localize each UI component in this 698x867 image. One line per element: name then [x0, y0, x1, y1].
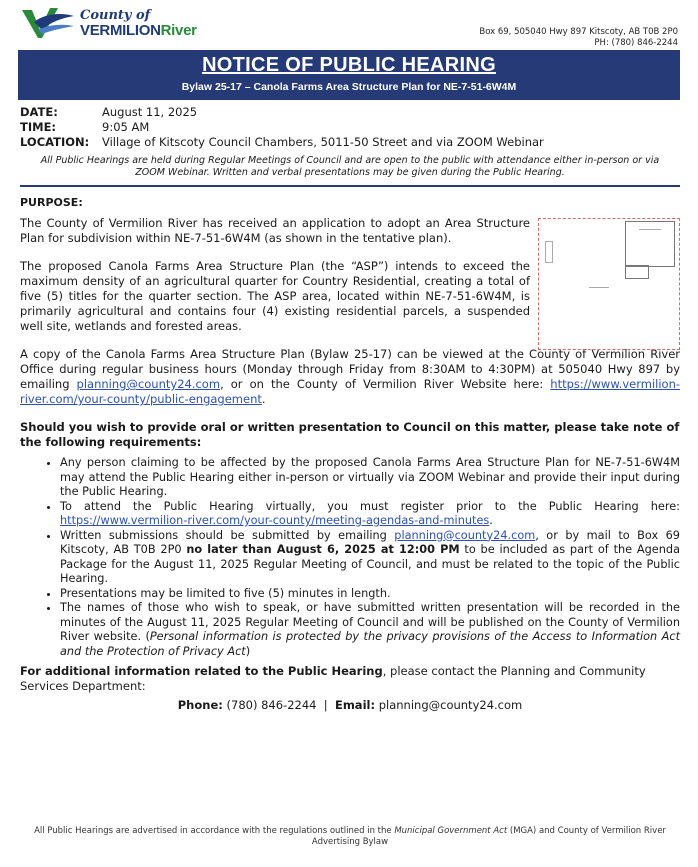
- separator: |: [323, 698, 328, 712]
- list-item: • Any person claiming to be affected by the proposed Canola Farms Area Structure Plan for NE-7-51-6W4M may attend the Public Hearing either in-person or virtually via ZOOM Webinar and provide their input during the Public Hearing.: [60, 456, 680, 500]
- address-line: Box 69, 505040 Hwy 897 Kitscoty, AB T0B 2P0: [479, 27, 678, 37]
- map-parcel: [545, 241, 553, 263]
- location-row: [20, 135, 680, 150]
- date-label: DATE:: [20, 105, 58, 119]
- notice-banner: [18, 50, 680, 100]
- logo-name-text: VERMILIONRiver: [80, 22, 197, 39]
- meeting-agendas-link[interactable]: https://www.vermilion-river.com/your-county/meeting-agendas-and-minutes: [60, 514, 490, 527]
- notice-title: NOTICE OF PUBLIC HEARING: [202, 54, 496, 76]
- location-label: LOCATION:: [20, 135, 90, 149]
- contact-email[interactable]: planning@county24.com: [378, 698, 523, 712]
- attendance-note: All Public Hearings are held during Regular Meetings of Council and are open to the public with attendance either in-person or via ZOOM Webinar. Written and verbal presentations may be given during the Public Hearing.: [40, 155, 660, 178]
- county-logo[interactable]: [20, 4, 200, 40]
- additional-info: For additional information related to the Public Hearing, please contact the Planning and Community Services Department:: [20, 664, 646, 693]
- planning-email-link[interactable]: planning@county24.com: [76, 377, 221, 391]
- privacy-note: Personal information is protected by the privacy provisions of the Access to Information Act and the Protection of Privacy Act: [60, 630, 680, 658]
- map-line: [589, 287, 609, 288]
- contact-phone[interactable]: (780) 846-2244: [226, 698, 317, 712]
- requirements-list: [20, 456, 680, 659]
- deadline-text: no later than August 6, 2025 at 12:00 PM: [186, 543, 460, 556]
- purpose-paragraph-1: The County of Vermilion River has received an application to adopt an Area Structure Plan for subdivision within NE-7-51-6W4M (as shown in the tentative plan).: [20, 216, 530, 245]
- location-value: Village of Kitscoty Council Chambers, 5011-50 Street and via ZOOM Webinar: [102, 135, 544, 149]
- time-label: TIME:: [20, 120, 57, 134]
- divider: [20, 185, 680, 187]
- requirements-heading: Should you wish to provide oral or written presentation to Council on this matter, please take note of the following requirements:: [20, 420, 680, 449]
- county-logo-mark-icon: [20, 4, 76, 40]
- date-value: August 11, 2025: [102, 105, 198, 119]
- map-line: [639, 229, 661, 230]
- time-value: 9:05 AM: [102, 120, 150, 134]
- date-row: [20, 105, 680, 120]
- phone-line: PH: (780) 846-2244: [594, 38, 678, 48]
- list-item: • To attend the Public Hearing virtually, you must register prior to the Public Hearing here: https://www.vermilion-river.com/your-county/meeting-agendas-and-minutes.: [60, 500, 680, 529]
- map-parcel: [625, 221, 675, 267]
- list-item: • Presentations may be limited to five (5) minutes in length.: [60, 587, 680, 602]
- notice-body: [20, 105, 680, 713]
- public-engagement-link[interactable]: https://www.vermilion-river.com/your-county/public-engagement: [20, 377, 681, 406]
- purpose-paragraph-2: The proposed Canola Farms Area Structure Plan (the “ASP”) intends to exceed the maximum density of an agricultural quarter for Country Residential, creating a total of five (5) titles for the quarter section. The ASP area, located within NE-7-51-6W4M, is primarily agricultural and contains four (4) existing residential parcels, a suspended well site, wetlands and forested areas.: [20, 259, 530, 333]
- advertising-footer: All Public Hearings are advertised in accordance with the regulations outlined in the Municipal Government Act (MGA) and County of Vermilion River Advertising Bylaw: [34, 826, 666, 847]
- logo-county-text: County of: [80, 8, 151, 23]
- list-item: • Written submissions should be submitted by emailing planning@county24.com, or by mail to Box 69 Kitscoty, AB T0B 2P0 no later than August 6, 2025 at 12:00 PM to be included as part of the Agenda Package for the August 11, 2025 Regular Meeting of Council, and must be related to the topic of the Public Hearing.: [60, 529, 680, 587]
- contact-line: [20, 698, 680, 713]
- tentative-plan-map: [538, 218, 680, 350]
- submission-email-link[interactable]: planning@county24.com: [394, 528, 536, 542]
- time-row: [20, 120, 680, 135]
- email-label: Email:: [334, 698, 376, 712]
- map-parcel: [625, 265, 649, 279]
- phone-label: Phone:: [177, 698, 223, 712]
- header: [0, 0, 698, 50]
- list-item: • The names of those who wish to speak, or have submitted written presentation will be recorded in the minutes of the August 11, 2025 Regular Meeting of Council and will be published on the County of Vermilion River website. (Personal information is protected by the privacy provisions of the Access to Information Act and the Protection of Privacy Act): [60, 601, 680, 659]
- purpose-section: [20, 216, 680, 334]
- purpose-heading: PURPOSE:: [20, 196, 83, 209]
- county-address: [479, 27, 678, 49]
- notice-subtitle: Bylaw 25-17 – Canola Farms Area Structure Plan for NE-7-51-6W4M: [181, 81, 517, 93]
- purpose-paragraph-3: A copy of the Canola Farms Area Structure Plan (Bylaw 25-17) can be viewed at the County of Vermilion River Office during regular business hours (Monday through Friday from 8:30AM to 4:30PM) at 505040 Hwy 897 by emailing planning@county24.com, or on the County of Vermilion River Website here: https://www.vermilion-river.com/your-county/public-engagement.: [20, 347, 681, 406]
